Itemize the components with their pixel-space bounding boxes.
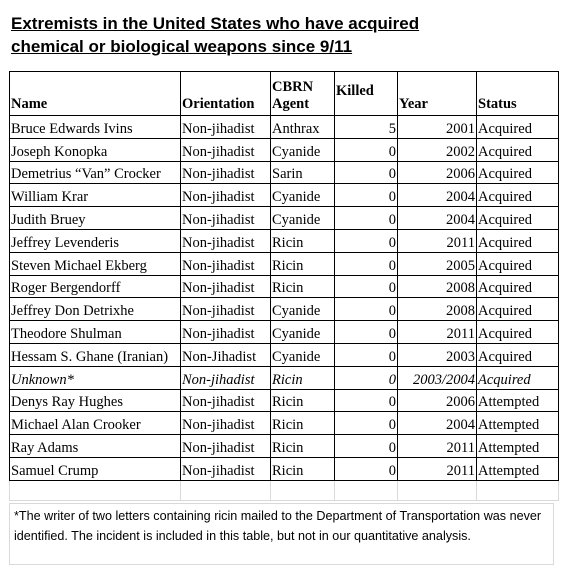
cell-agent: Sarin <box>271 161 335 184</box>
table-row <box>10 138 559 161</box>
blank-cell <box>398 480 477 500</box>
cell-status: Acquired <box>477 343 559 366</box>
cell-year: 2011 <box>398 229 477 252</box>
table-row <box>10 366 559 389</box>
cell-killed: 0 <box>335 161 398 184</box>
cell-orientation: Non-jihadist <box>181 184 271 207</box>
cell-name: Denys Ray Hughes <box>10 389 181 412</box>
header-cbrn-agent <box>271 72 335 116</box>
cell-year: 2006 <box>398 389 477 412</box>
cell-agent: Ricin <box>271 389 335 412</box>
cell-agent: Cyanide <box>271 298 335 321</box>
cell-killed: 0 <box>335 389 398 412</box>
cell-name: Jeffrey Levenderis <box>10 229 181 252</box>
cell-agent: Anthrax <box>271 116 335 139</box>
cell-name: Samuel Crump <box>10 457 181 480</box>
cell-agent: Ricin <box>271 457 335 480</box>
cell-orientation: Non-jihadist <box>181 161 271 184</box>
cell-killed: 0 <box>335 298 398 321</box>
cell-agent: Ricin <box>271 229 335 252</box>
cell-year: 2002 <box>398 138 477 161</box>
cell-killed: 0 <box>335 457 398 480</box>
footnote: *The writer of two letters containing ricin mailed to the Department of Transportation was never identified. The incident is included in this table, but not in our quantitative analysis. <box>9 503 554 565</box>
table-row <box>10 321 559 344</box>
cell-orientation: Non-jihadist <box>181 275 271 298</box>
table-row <box>10 412 559 435</box>
cell-year: 2004 <box>398 207 477 230</box>
cell-name: Steven Michael Ekberg <box>10 252 181 275</box>
cell-agent: Cyanide <box>271 343 335 366</box>
cell-status: Acquired <box>477 321 559 344</box>
cell-status: Attempted <box>477 412 559 435</box>
cell-name: Unknown* <box>10 366 181 389</box>
cell-orientation: Non-jihadist <box>181 207 271 230</box>
cell-status: Acquired <box>477 161 559 184</box>
cell-status: Acquired <box>477 138 559 161</box>
cell-year: 2005 <box>398 252 477 275</box>
blank-cell <box>477 480 559 500</box>
cell-name: Roger Bergendorff <box>10 275 181 298</box>
header-agent-line-1: CBRN <box>272 79 314 95</box>
extremists-table <box>9 71 559 501</box>
cell-orientation: Non-jihadist <box>181 116 271 139</box>
cell-orientation: Non-jihadist <box>181 321 271 344</box>
cell-status: Attempted <box>477 457 559 480</box>
table-row <box>10 435 559 458</box>
table-row <box>10 389 559 412</box>
cell-orientation: Non-jihadist <box>181 229 271 252</box>
cell-status: Acquired <box>477 229 559 252</box>
cell-killed: 0 <box>335 412 398 435</box>
cell-orientation: Non-jihadist <box>181 435 271 458</box>
cell-killed: 0 <box>335 366 398 389</box>
cell-year: 2008 <box>398 298 477 321</box>
cell-name: Ray Adams <box>10 435 181 458</box>
cell-killed: 5 <box>335 116 398 139</box>
cell-agent: Cyanide <box>271 321 335 344</box>
cell-status: Acquired <box>477 207 559 230</box>
cell-status: Acquired <box>477 298 559 321</box>
cell-agent: Cyanide <box>271 184 335 207</box>
cell-killed: 0 <box>335 275 398 298</box>
cell-status: Acquired <box>477 275 559 298</box>
table-row <box>10 343 559 366</box>
cell-killed: 0 <box>335 184 398 207</box>
table-row <box>10 207 559 230</box>
cell-name: Joseph Konopka <box>10 138 181 161</box>
title-line-1: Extremists in the United States who have acquired <box>11 14 420 33</box>
cell-year: 2004 <box>398 412 477 435</box>
cell-status: Acquired <box>477 366 559 389</box>
table-row <box>10 184 559 207</box>
header-orientation: Orientation <box>181 72 271 116</box>
cell-killed: 0 <box>335 207 398 230</box>
cell-killed: 0 <box>335 252 398 275</box>
cell-agent: Ricin <box>271 412 335 435</box>
cell-status: Attempted <box>477 389 559 412</box>
table-body <box>10 116 559 501</box>
table-row <box>10 161 559 184</box>
table-row <box>10 252 559 275</box>
blank-cell <box>271 480 335 500</box>
cell-name: Michael Alan Crooker <box>10 412 181 435</box>
blank-cell <box>335 480 398 500</box>
cell-name: Jeffrey Don Detrixhe <box>10 298 181 321</box>
cell-killed: 0 <box>335 229 398 252</box>
cell-name: William Krar <box>10 184 181 207</box>
cell-year: 2001 <box>398 116 477 139</box>
table-row <box>10 298 559 321</box>
cell-year: 2004 <box>398 184 477 207</box>
title-line-2: chemical or biological weapons since 9/11 <box>11 37 353 56</box>
cell-name: Judith Bruey <box>10 207 181 230</box>
header-year: Year <box>398 72 477 116</box>
cell-orientation: Non-jihadist <box>181 457 271 480</box>
header-killed: Killed <box>335 72 398 116</box>
cell-name: Bruce Edwards Ivins <box>10 116 181 139</box>
cell-name: Hessam S. Ghane (Iranian) <box>10 343 181 366</box>
cell-year: 2011 <box>398 457 477 480</box>
cell-year: 2006 <box>398 161 477 184</box>
table-row <box>10 275 559 298</box>
cell-agent: Ricin <box>271 435 335 458</box>
cell-killed: 0 <box>335 321 398 344</box>
cell-status: Acquired <box>477 252 559 275</box>
cell-year: 2011 <box>398 435 477 458</box>
document-title <box>11 12 551 58</box>
cell-agent: Ricin <box>271 366 335 389</box>
cell-killed: 0 <box>335 138 398 161</box>
header-agent-line-2: Agent <box>272 96 310 112</box>
header-status: Status <box>477 72 559 116</box>
cell-status: Acquired <box>477 116 559 139</box>
cell-year: 2003 <box>398 343 477 366</box>
cell-agent: Ricin <box>271 275 335 298</box>
cell-orientation: Non-jihadist <box>181 138 271 161</box>
table-header-row <box>10 72 559 116</box>
cell-status: Acquired <box>477 184 559 207</box>
cell-agent: Cyanide <box>271 207 335 230</box>
table-row <box>10 457 559 480</box>
cell-name: Demetrius “Van” Crocker <box>10 161 181 184</box>
cell-orientation: Non-jihadist <box>181 252 271 275</box>
table-row <box>10 116 559 139</box>
cell-name: Theodore Shulman <box>10 321 181 344</box>
cell-orientation: Non-jihadist <box>181 298 271 321</box>
cell-orientation: Non-jihadist <box>181 389 271 412</box>
header-name: Name <box>10 72 181 116</box>
cell-status: Attempted <box>477 435 559 458</box>
cell-killed: 0 <box>335 435 398 458</box>
blank-row <box>10 480 559 500</box>
cell-year: 2003/2004 <box>398 366 477 389</box>
cell-orientation: Non-jihadist <box>181 412 271 435</box>
cell-year: 2011 <box>398 321 477 344</box>
cell-agent: Cyanide <box>271 138 335 161</box>
cell-killed: 0 <box>335 343 398 366</box>
cell-orientation: Non-jihadist <box>181 366 271 389</box>
blank-cell <box>10 480 181 500</box>
cell-agent: Ricin <box>271 252 335 275</box>
cell-year: 2008 <box>398 275 477 298</box>
cell-orientation: Non-Jihadist <box>181 343 271 366</box>
blank-cell <box>181 480 271 500</box>
table-row <box>10 229 559 252</box>
